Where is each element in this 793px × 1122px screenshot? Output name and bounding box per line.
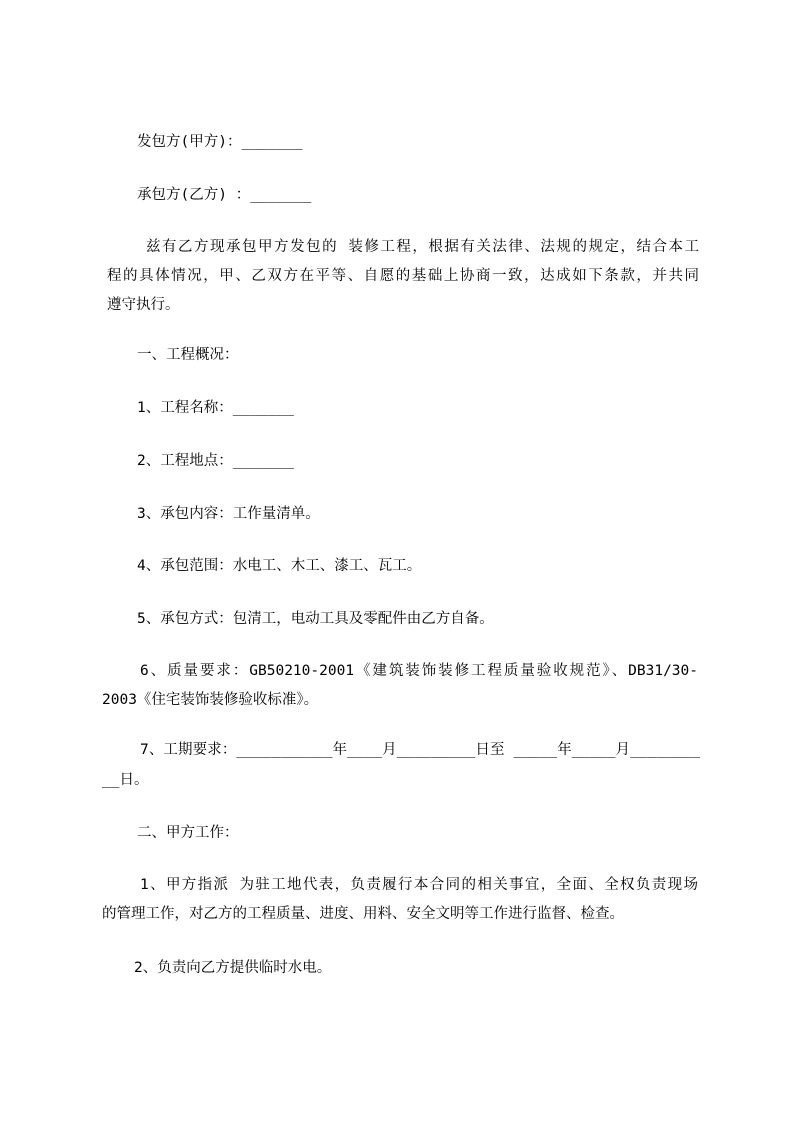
section2-item-1-line-2: 的管理工作，对乙方的工程质量、进度、用料、安全文明等工作进行监督、检查。 (102, 906, 624, 922)
section2-item-1-line-1: 1、甲方指派 为驻工地代表，负责履行本合同的相关事宜，全面、全权负责现场 (140, 877, 698, 893)
intro-line-3: 遵守执行。 (107, 297, 180, 313)
employer-line: 发包方(甲方)：_______ (137, 134, 303, 150)
intro-line-2: 程的具体情况，甲、乙双方在平等、自愿的基础上协商一致，达成如下条款，并共同 (107, 268, 699, 284)
section2-item-2: 2、负责向乙方提供临时水电。 (134, 960, 332, 976)
section2-heading: 二、甲方工作： (137, 825, 239, 841)
section1-item-5: 5、承包方式：包清工，电动工具及零配件由乙方自备。 (137, 611, 494, 627)
section1-item-1: 1、工程名称：_______ (137, 400, 294, 416)
quality-line-2: 2003《住宅装饰装修验收标准》。 (102, 692, 319, 708)
section1-heading: 一、工程概况： (137, 347, 239, 363)
contractor-line: 承包方(乙方) ：_______ (137, 187, 312, 203)
schedule-line-2: __日。 (102, 772, 149, 788)
schedule-line-1: 7、工期要求：___________年____月_________日至 _____年_____月________ (140, 742, 700, 758)
quality-line-1: 6、质量要求：GB50210-2001《建筑装饰装修工程质量验收规范》、DB31/30- (140, 663, 698, 679)
section1-item-4: 4、承包范围：水电工、木工、漆工、瓦工。 (137, 558, 422, 574)
section1-item-3: 3、承包内容：工作量清单。 (137, 506, 320, 522)
section1-item-2: 2、工程地点：_______ (137, 453, 294, 469)
intro-line-1: 兹有乙方现承包甲方发包的 装修工程，根据有关法律、法规的规定，结合本工 (146, 239, 699, 255)
